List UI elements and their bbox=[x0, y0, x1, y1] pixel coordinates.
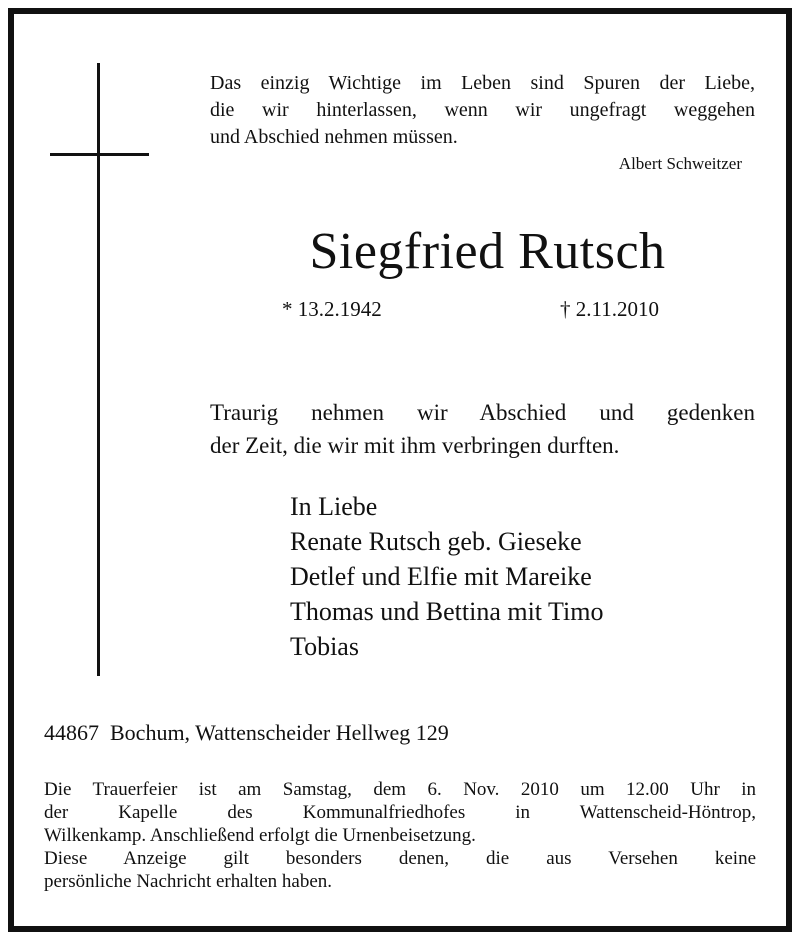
funeral-notice bbox=[44, 778, 756, 893]
mourners-list bbox=[290, 489, 603, 664]
notice-line: Wilkenkamp. Anschließend erfolgt die Urnenbeisetzung. bbox=[44, 825, 476, 846]
mourner-line: Detlef und Elfie mit Mareike bbox=[290, 562, 592, 591]
farewell-line: Traurig nehmen wir Abschied und gedenken bbox=[210, 400, 755, 425]
memorial-quote bbox=[210, 70, 755, 151]
notice-line: der Kapelle des Kommunalfriedhofes in Wattenscheid-Höntrop, bbox=[44, 802, 756, 823]
birth-date: * 13.2.1942 bbox=[282, 297, 382, 321]
farewell-text bbox=[210, 396, 755, 462]
family-address: 44867 Bochum, Wattenscheider Hellweg 129 bbox=[44, 720, 449, 745]
quote-line: und Abschied nehmen müssen. bbox=[210, 126, 458, 148]
mourner-line: Tobias bbox=[290, 632, 359, 661]
mourner-line: In Liebe bbox=[290, 492, 378, 521]
deceased-name: Siegfried Rutsch bbox=[309, 223, 666, 280]
death-date: † 2.11.2010 bbox=[560, 297, 659, 321]
quote-line: Das einzig Wichtige im Leben sind Spuren der Liebe, bbox=[210, 72, 755, 94]
notice-line: Diese Anzeige gilt besonders denen, die aus Versehen keine bbox=[44, 848, 756, 869]
farewell-line: der Zeit, die wir mit ihm verbringen durften. bbox=[210, 433, 620, 458]
cross-horizontal-bar bbox=[50, 153, 149, 156]
quote-line: die wir hinterlassen, wenn wir ungefragt weggehen bbox=[210, 99, 755, 121]
notice-line: persönliche Nachricht erhalten haben. bbox=[44, 871, 333, 892]
notice-line: Die Trauerfeier ist am Samstag, dem 6. Nov. 2010 um 12.00 Uhr in bbox=[44, 779, 756, 800]
mourner-line: Thomas und Bettina mit Timo bbox=[290, 597, 604, 626]
quote-author: Albert Schweitzer bbox=[618, 154, 742, 173]
mourner-line: Renate Rutsch geb. Gieseke bbox=[290, 527, 582, 556]
